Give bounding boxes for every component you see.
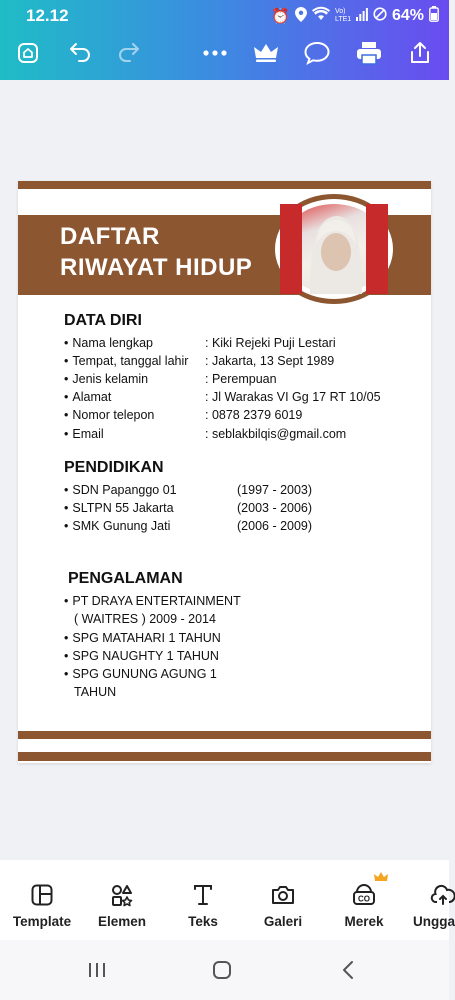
bottom-stripe-1 <box>18 731 431 739</box>
value-ttl: : Jakarta, 13 Sept 1989 <box>205 354 335 368</box>
premium-crown-icon <box>374 872 388 883</box>
tab-unggah[interactable] <box>399 860 455 940</box>
text-icon <box>192 884 214 906</box>
school-3: • SMK Gunung Jati <box>64 519 170 533</box>
tab-galeri[interactable] <box>243 860 323 940</box>
tab-template-label: Template <box>12 914 72 929</box>
school-1: • SDN Papanggo 01 <box>64 483 177 497</box>
back-icon[interactable] <box>333 958 363 982</box>
value-alamat: : Jl Warakas VI Gg 17 RT 10/05 <box>205 390 381 404</box>
svg-text:CO: CO <box>358 894 370 904</box>
camera-icon <box>271 884 295 906</box>
print-icon[interactable] <box>352 36 386 70</box>
tab-teks[interactable] <box>163 860 243 940</box>
label-email: • Email <box>64 427 104 441</box>
bottom-toolbar <box>0 860 455 940</box>
brand-icon <box>352 884 376 906</box>
experience-4: • SPG GUNUNG AGUNG 1 <box>64 667 217 681</box>
undo-icon[interactable] <box>63 36 97 70</box>
label-ttl: • Tempat, tanggal lahir <box>64 354 188 368</box>
tab-galeri-label: Galeri <box>263 914 303 929</box>
crown-icon[interactable] <box>249 36 283 70</box>
top-stripe <box>18 181 431 189</box>
signal-icon <box>356 8 368 25</box>
home-button-icon[interactable] <box>207 958 237 982</box>
experience-4-detail: TAHUN <box>74 685 117 699</box>
value-jenis-kelamin: : Perempuan <box>205 372 277 386</box>
school-2-years: (2003 - 2006) <box>237 501 313 515</box>
battery-icon <box>429 6 439 26</box>
battery-percent: 64% <box>391 7 424 24</box>
label-telepon: • Nomor telepon <box>64 408 154 422</box>
experience-1: • PT DRAYA ENTERTAINMENT <box>64 594 241 608</box>
value-telepon: : 0878 2379 6019 <box>205 408 303 422</box>
status-time: 12.12 <box>26 6 69 25</box>
value-email: : seblakbilqis@gmail.com <box>205 427 347 441</box>
title-line-2: RIWAYAT HIDUP <box>60 254 253 281</box>
tab-merek-label: Merek <box>344 914 384 929</box>
status-icons <box>271 6 439 26</box>
resume-page[interactable] <box>18 181 431 763</box>
comment-icon[interactable] <box>300 36 334 70</box>
school-2: • SLTPN 55 Jakarta <box>64 501 174 515</box>
experience-2: • SPG MATAHARI 1 TAHUN <box>64 631 221 645</box>
share-icon[interactable] <box>403 36 437 70</box>
tab-template[interactable] <box>2 860 82 940</box>
location-icon <box>295 7 307 26</box>
alarm-icon: ⏰ <box>271 8 290 25</box>
school-1-years: (1997 - 2003) <box>237 483 313 497</box>
label-jenis-kelamin: • Jenis kelamin <box>64 372 148 386</box>
redo-icon[interactable] <box>112 36 146 70</box>
dnd-icon <box>373 7 387 25</box>
status-bar <box>0 0 449 30</box>
label-alamat: • Alamat <box>64 390 111 404</box>
editor-toolbar <box>0 36 449 70</box>
wifi-icon <box>312 7 330 25</box>
network-label: Vo) LTE1 <box>334 8 352 23</box>
tab-teks-label: Teks <box>188 914 218 929</box>
system-navigation-bar <box>0 940 449 1000</box>
school-3-years: (2006 - 2009) <box>237 519 313 533</box>
profile-photo <box>280 204 388 294</box>
bottom-stripe-2 <box>18 752 431 761</box>
more-icon[interactable] <box>198 36 232 70</box>
experience-1-detail: ( WAITRES ) 2009 - 2014 <box>74 612 216 626</box>
elements-icon <box>111 884 133 906</box>
home-icon[interactable] <box>11 36 45 70</box>
experience-3: • SPG NAUGHTY 1 TAHUN <box>64 649 219 663</box>
tab-unggah-label: Ungga <box>413 914 455 929</box>
top-app-bar <box>0 0 449 80</box>
title-line-1: DAFTAR <box>60 223 160 250</box>
template-icon <box>31 884 53 906</box>
section-pengalaman: PENGALAMAN <box>68 570 183 587</box>
value-nama: : Kiki Rejeki Puji Lestari <box>205 336 336 350</box>
tab-elemen[interactable] <box>82 860 162 940</box>
section-data-diri: DATA DIRI <box>64 312 142 329</box>
section-pendidikan: PENDIDIKAN <box>64 459 164 476</box>
tab-elemen-label: Elemen <box>97 914 147 929</box>
profile-photo-frame[interactable] <box>270 194 398 304</box>
label-nama: • Nama lengkap <box>64 336 153 350</box>
upload-cloud-icon <box>431 884 455 906</box>
tab-merek[interactable] <box>324 860 404 940</box>
recent-apps-icon[interactable] <box>82 958 112 982</box>
